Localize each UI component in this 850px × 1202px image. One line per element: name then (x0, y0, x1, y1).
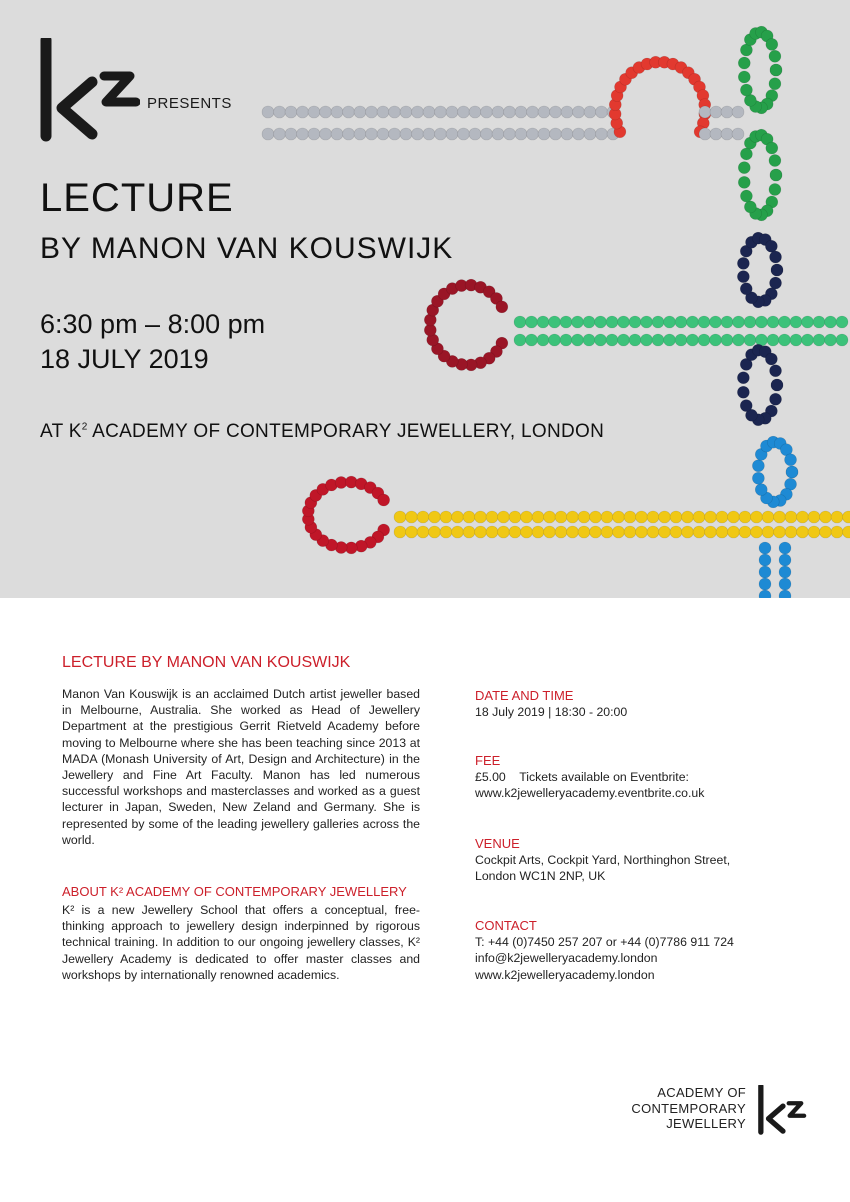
contact-section (475, 918, 805, 983)
event-venue: AT $K^2$ ACADEMY OF CONTEMPORARY JEWELLERY, LONDON (40, 421, 605, 442)
lecture-description: Manon Van Kouswijk is an acclaimed Dutch artist jeweller based in Melbourne, Australia. She worked as Head of Jewellery Department at the prestigious Gerrit Rietveld Academy before moving to Melbourne where she has been teaching since 2013 at MADA (Monash University of Art, Design and Architecture) in the Jewellery and Fine Art Faculty. Manon has led numerous successful workshops and masterclasses and worked as a guest lecturer in Japan, Sweden, New Zeland and Germany. She is represented by some of the leading jewellery galleries across the world. (62, 687, 420, 847)
bead (498, 511, 510, 523)
bead (766, 142, 778, 154)
event-time: 6:30 pm – 8:00 pm (40, 309, 266, 339)
bead (629, 316, 641, 328)
bead (572, 334, 584, 346)
bead (740, 283, 752, 295)
bead (769, 155, 781, 167)
bead (331, 106, 343, 118)
venue-section (475, 836, 805, 885)
bead (549, 334, 561, 346)
bead (624, 526, 636, 538)
bead (308, 128, 320, 140)
bead (843, 526, 850, 538)
bead (429, 511, 441, 523)
bead (716, 526, 728, 538)
bead (475, 511, 487, 523)
bead (274, 106, 286, 118)
bead (354, 106, 366, 118)
bead (766, 38, 778, 50)
bead (770, 393, 782, 405)
bead (682, 511, 694, 523)
bead (774, 526, 786, 538)
bead (785, 454, 797, 466)
contact-heading: CONTACT (475, 918, 537, 933)
bead (504, 128, 516, 140)
bead (751, 526, 763, 538)
bead (389, 106, 401, 118)
bead (765, 353, 777, 365)
bead (769, 78, 781, 90)
fee-section (475, 753, 805, 802)
bead (583, 334, 595, 346)
bead (343, 106, 355, 118)
bead (515, 128, 527, 140)
bead (509, 526, 521, 538)
bead (647, 526, 659, 538)
bead (521, 511, 533, 523)
lecture-heading: LECTURE BY MANON VAN KOUSWIJK (62, 654, 351, 671)
bead (400, 106, 412, 118)
bead (836, 316, 848, 328)
bead (779, 334, 791, 346)
bead (737, 271, 749, 283)
bead (687, 334, 699, 346)
bead (583, 316, 595, 328)
bead (740, 190, 752, 202)
bead (481, 128, 493, 140)
about-description: K² is a new Jewellery School that offers a conceptual, free-thinking approach to jewellery design inderpinned by rigorous technical training. In addition to our ongoing jewellery classes, K² Jewellery Academy is dedicated to offer master classes and workshops by internationally renowned academics. (62, 903, 420, 982)
bead (699, 106, 711, 118)
bead (496, 301, 508, 313)
bead (624, 511, 636, 523)
bead (532, 511, 544, 523)
bead (770, 277, 782, 289)
bead (755, 484, 767, 496)
bead (779, 578, 791, 590)
bead (705, 526, 717, 538)
bead (567, 526, 579, 538)
bead (463, 511, 475, 523)
bead (590, 526, 602, 538)
bead (394, 511, 406, 523)
bead (538, 128, 550, 140)
bead (664, 316, 676, 328)
bead (406, 511, 418, 523)
bead (802, 316, 814, 328)
bead (555, 511, 567, 523)
venue-address-line2: London WC1N 2NP, UK (475, 869, 606, 884)
bead (429, 526, 441, 538)
bead (527, 128, 539, 140)
fee-value: £5.00 Tickets available on Eventbrite: (475, 770, 689, 785)
bead (423, 128, 435, 140)
bead (423, 106, 435, 118)
bead (733, 334, 745, 346)
bead (618, 334, 630, 346)
bead (475, 526, 487, 538)
bead (779, 590, 791, 598)
bead (584, 106, 596, 118)
venue-address-line1: Cockpit Arts, Cockpit Yard, Northinghon Street, (475, 853, 731, 868)
bead (636, 526, 648, 538)
bead (537, 334, 549, 346)
bead (759, 542, 771, 554)
bead (710, 316, 722, 328)
bead (762, 511, 774, 523)
bead (785, 511, 797, 523)
bead (354, 128, 366, 140)
bead (458, 128, 470, 140)
bead (721, 316, 733, 328)
bead (843, 511, 850, 523)
bead (481, 106, 493, 118)
bead (770, 64, 782, 76)
bead (262, 106, 274, 118)
footer-line-2: CONTEMPORARY (631, 1100, 746, 1116)
bead (527, 106, 539, 118)
bead (498, 526, 510, 538)
bead (596, 106, 608, 118)
bead (262, 128, 274, 140)
bead (769, 183, 781, 195)
bead (728, 526, 740, 538)
bead (820, 526, 832, 538)
bead (285, 106, 297, 118)
contact-website[interactable]: www.k2jewelleryacademy.london (475, 967, 655, 982)
bead (377, 106, 389, 118)
bead (440, 526, 452, 538)
bead (521, 526, 533, 538)
bead (412, 106, 424, 118)
bead (739, 526, 751, 538)
bead (759, 590, 771, 598)
bead (652, 316, 664, 328)
bead (440, 511, 452, 523)
bead (331, 128, 343, 140)
bead (366, 106, 378, 118)
bead (601, 511, 613, 523)
bead (492, 106, 504, 118)
bead (308, 106, 320, 118)
bead (555, 526, 567, 538)
bead (458, 106, 470, 118)
bead (808, 511, 820, 523)
bead (738, 71, 750, 83)
bead (762, 526, 774, 538)
bead (698, 316, 710, 328)
bead (825, 316, 837, 328)
bead (578, 526, 590, 538)
bead (774, 511, 786, 523)
bead (412, 128, 424, 140)
bead (601, 526, 613, 538)
bead (779, 316, 791, 328)
bead (721, 106, 733, 118)
bead (550, 128, 562, 140)
bead (813, 316, 825, 328)
bead (744, 201, 756, 213)
bead (813, 334, 825, 346)
bead (538, 106, 550, 118)
bead (544, 511, 556, 523)
bead (452, 526, 464, 538)
bead (670, 511, 682, 523)
bead (797, 526, 809, 538)
bead (595, 334, 607, 346)
bead (578, 511, 590, 523)
k2-logo-icon (40, 38, 140, 142)
bead (550, 106, 562, 118)
bead (560, 316, 572, 328)
bead (785, 526, 797, 538)
bead (394, 526, 406, 538)
bead (486, 526, 498, 538)
bead (808, 526, 820, 538)
bead (732, 106, 744, 118)
footer-line-1: ACADEMY OF (657, 1085, 746, 1100)
bead (737, 386, 749, 398)
bead (790, 316, 802, 328)
bead (802, 334, 814, 346)
bead (721, 334, 733, 346)
contact-phone: T: +44 (0)7450 257 207 or +44 (0)7786 911 724 (475, 935, 734, 950)
bead (659, 511, 671, 523)
bead (765, 240, 777, 252)
bead (759, 566, 771, 578)
bead (710, 128, 722, 140)
bead (831, 526, 843, 538)
date-section (475, 688, 805, 720)
eventbrite-link[interactable]: www.k2jewelleryacademy.eventbrite.co.uk (475, 786, 705, 801)
bead (515, 106, 527, 118)
date-heading: DATE AND TIME (475, 688, 574, 703)
bead (417, 526, 429, 538)
bead (613, 511, 625, 523)
bead (274, 128, 286, 140)
bead (572, 316, 584, 328)
bead (716, 511, 728, 523)
bead (771, 379, 783, 391)
bead (446, 128, 458, 140)
bead (728, 511, 740, 523)
bead (320, 128, 332, 140)
page-subtitle: BY MANON VAN KOUSWIJK (40, 232, 454, 265)
event-date: 18 JULY 2019 (40, 344, 209, 374)
bead (636, 511, 648, 523)
bead (767, 316, 779, 328)
contact-email[interactable]: info@k2jewelleryacademy.london (475, 951, 658, 966)
bead (738, 176, 750, 188)
bead (641, 334, 653, 346)
bead (544, 526, 556, 538)
bead (629, 334, 641, 346)
about-heading: ABOUT K² ACADEMY OF CONTEMPORARY JEWELLERY (62, 884, 407, 899)
bead (590, 511, 602, 523)
bead (567, 511, 579, 523)
k2-footer-logo-icon (757, 1085, 807, 1135)
bead (596, 128, 608, 140)
bead (389, 128, 401, 140)
bead (532, 526, 544, 538)
bead (699, 128, 711, 140)
bead (320, 106, 332, 118)
bead (446, 106, 458, 118)
bead (469, 106, 481, 118)
bead (366, 128, 378, 140)
bead (675, 334, 687, 346)
bead (417, 511, 429, 523)
bead (767, 334, 779, 346)
footer-line-3: JEWELLERY (666, 1116, 746, 1131)
bead (297, 128, 309, 140)
bead (406, 526, 418, 538)
bead (378, 494, 390, 506)
bead (435, 128, 447, 140)
bead (641, 316, 653, 328)
bead (584, 128, 596, 140)
bead (752, 460, 764, 472)
bead (737, 257, 749, 269)
bead (710, 334, 722, 346)
bead (469, 128, 481, 140)
bead (779, 566, 791, 578)
bead (613, 526, 625, 538)
bead (549, 316, 561, 328)
bead (343, 128, 355, 140)
bead (740, 148, 752, 160)
bead (790, 334, 802, 346)
bead (786, 466, 798, 478)
bead (285, 128, 297, 140)
bead (733, 316, 745, 328)
bead (740, 84, 752, 96)
bead (647, 511, 659, 523)
bead (738, 57, 750, 69)
bead (618, 316, 630, 328)
bead (526, 316, 538, 328)
presents-label: PRESENTS (147, 95, 232, 112)
bead (693, 526, 705, 538)
bead (740, 400, 752, 412)
bead (573, 106, 585, 118)
bead (514, 334, 526, 346)
bead (463, 526, 475, 538)
bead (652, 334, 664, 346)
bead (698, 334, 710, 346)
hero-banner (0, 0, 850, 598)
venue-heading: VENUE (475, 836, 520, 851)
bead (492, 128, 504, 140)
bead (739, 511, 751, 523)
bead (744, 334, 756, 346)
bead (797, 511, 809, 523)
bead (756, 316, 768, 328)
bead (836, 334, 848, 346)
bead (779, 554, 791, 566)
bead (770, 365, 782, 377)
bead (560, 334, 572, 346)
page-title: LECTURE (40, 176, 234, 220)
bead (710, 106, 722, 118)
bead (682, 526, 694, 538)
bead (526, 334, 538, 346)
bead (759, 578, 771, 590)
bead (664, 334, 676, 346)
bead (675, 316, 687, 328)
bead (744, 316, 756, 328)
bead (670, 526, 682, 538)
bead (400, 128, 412, 140)
bead (452, 511, 464, 523)
bead (561, 128, 573, 140)
bead (779, 542, 791, 554)
bead (573, 128, 585, 140)
bead (435, 106, 447, 118)
date-value: 18 July 2019 | 18:30 - 20:00 (475, 705, 628, 720)
bead (606, 316, 618, 328)
bead (377, 128, 389, 140)
bead (771, 264, 783, 276)
bead (759, 554, 771, 566)
bead (504, 106, 516, 118)
bead (752, 472, 764, 484)
bead (514, 316, 526, 328)
bead (595, 316, 607, 328)
bead (693, 511, 705, 523)
bead (721, 128, 733, 140)
bead (732, 128, 744, 140)
bead (705, 511, 717, 523)
bead (769, 50, 781, 62)
bead (825, 334, 837, 346)
bead (537, 316, 549, 328)
bead (659, 526, 671, 538)
bead (486, 511, 498, 523)
bead (737, 372, 749, 384)
bead (297, 106, 309, 118)
footer-academy-name (600, 1085, 746, 1132)
fee-heading: FEE (475, 753, 501, 768)
bead (770, 169, 782, 181)
bead (606, 334, 618, 346)
bead (561, 106, 573, 118)
bead (687, 316, 699, 328)
bead (738, 162, 750, 174)
bead (831, 511, 843, 523)
bead (751, 511, 763, 523)
bead (770, 251, 782, 263)
bead (509, 511, 521, 523)
bead (820, 511, 832, 523)
